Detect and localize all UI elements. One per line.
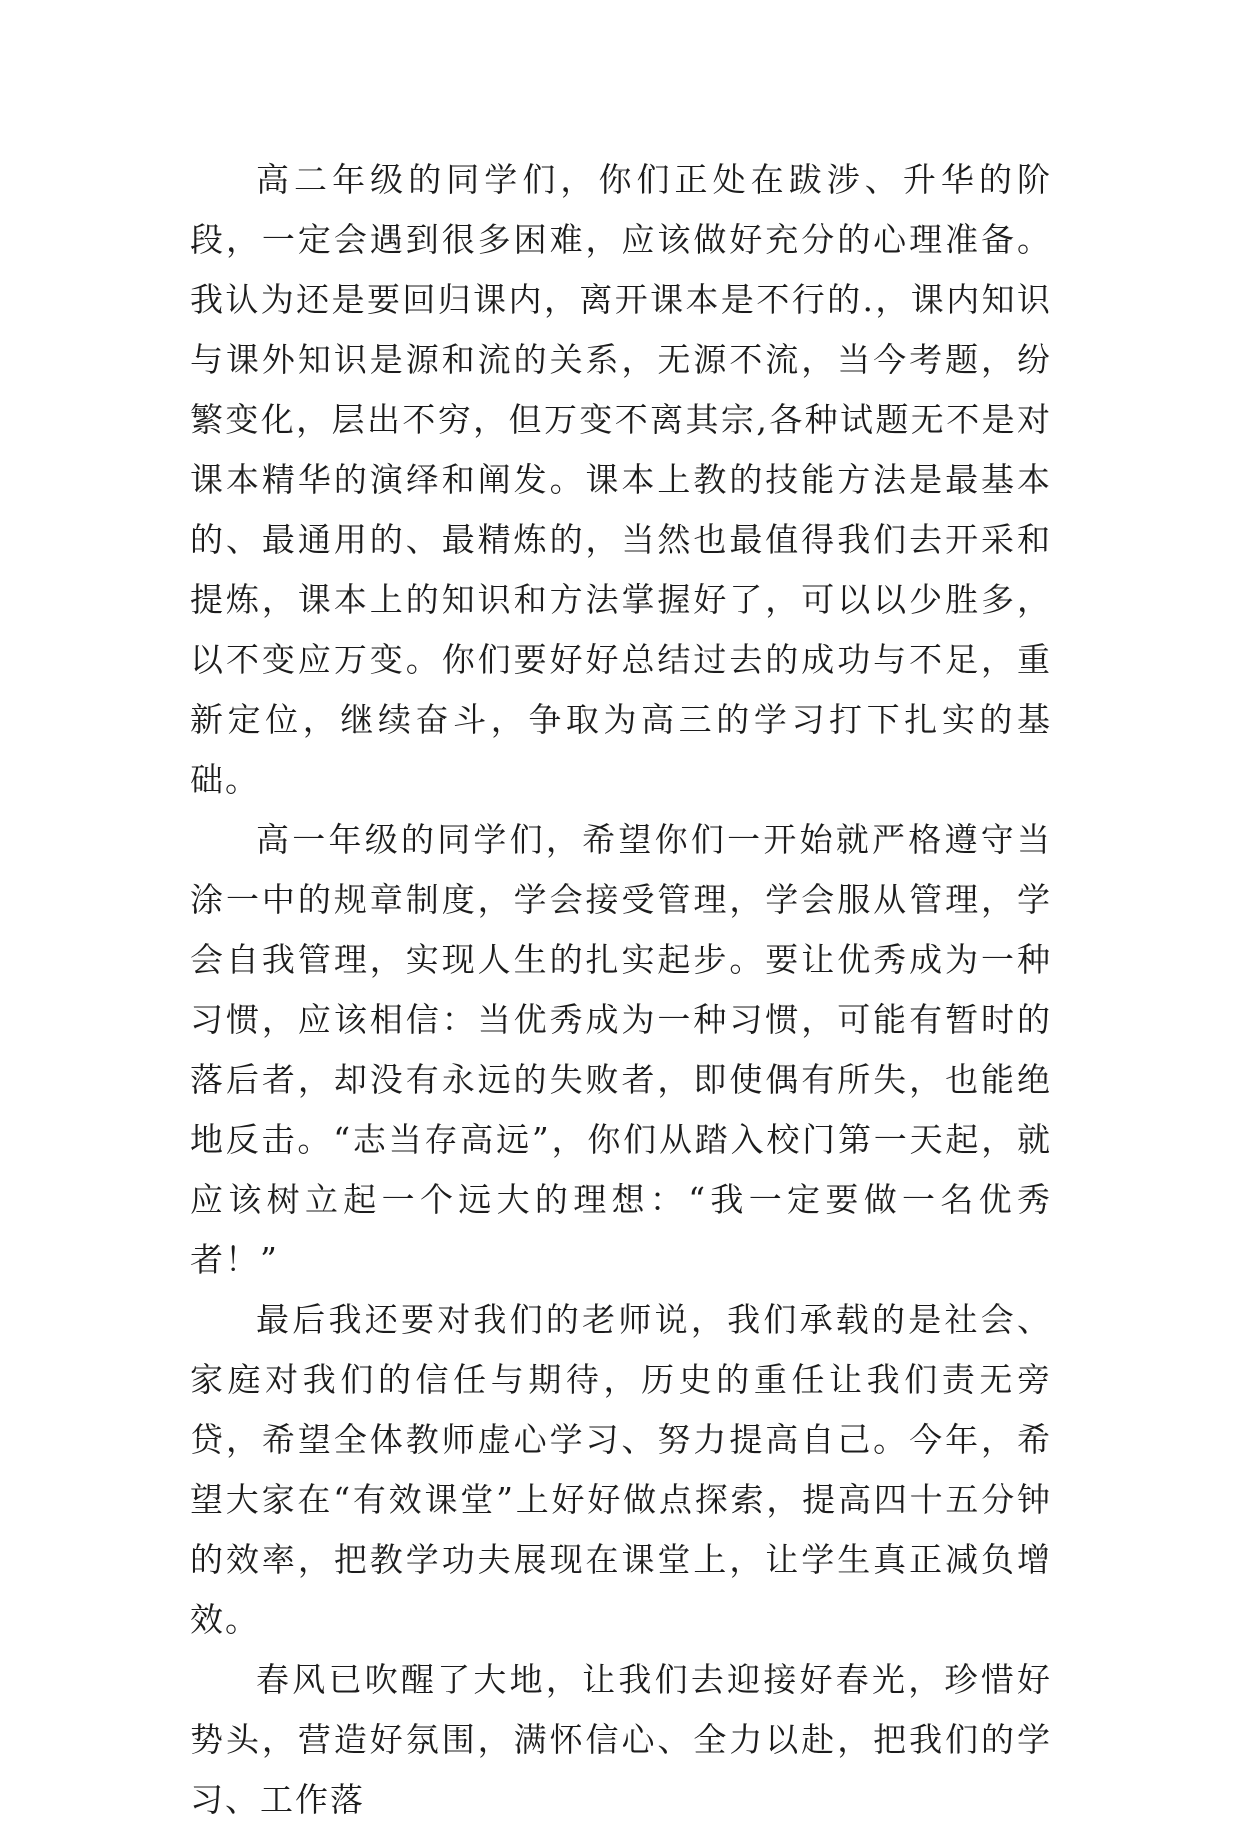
paragraph-grade-two: 高二年级的同学们，你们正处在跋涉、升华的阶段，一定会遇到很多困难，应该做好充分的心理准备。我认为还是要回归课内，离开课本是不行的.，课内知识与课外知识是源和流的关系，无源不流，当今考题，纷繁变化，层出不穷，但万变不离其宗,各种试题无不是对课本精华的演绎和阐发。课本上教的技能方法是最基本的、最通用的、最精炼的，当然也最值得我们去开采和提炼，课本上的知识和方法掌握好了，可以以少胜多，以不变应万变。你们要好好总结过去的成功与不足，重新定位，继续奋斗，争取为高三的学习打下扎实的基础。 [190, 160, 1052, 799]
paragraph-grade-one: 高一年级的同学们，希望你们一开始就严格遵守当涂一中的规章制度，学会接受管理，学会服从管理，学会自我管理，实现人生的扎实起步。要让优秀成为一种习惯，应该相信：当优秀成为一种习惯，可能有暂时的落后者，却没有永远的失败者，即使偶有所失，也能绝地反击。“志当存高远”，你们从踏入校门第一天起，就应该树立起一个远大的理想：“我一定要做一名优秀者！” [190, 820, 1052, 1279]
body-text [190, 150, 1052, 1830]
paragraph-teachers: 最后我还要对我们的老师说，我们承载的是社会、家庭对我们的信任与期待，历史的重任让我们责无旁贷，希望全体教师虚心学习、努力提高自己。今年，希望大家在“有效课堂”上好好做点探索，提高四十五分钟的效率，把教学功夫展现在课堂上，让学生真正减负增效。 [190, 1300, 1052, 1639]
paragraph-spring: 春风已吹醒了大地，让我们去迎接好春光，珍惜好势头，营造好氛围，满怀信心、全力以赴，把我们的学习、工作落 [190, 1660, 1052, 1819]
